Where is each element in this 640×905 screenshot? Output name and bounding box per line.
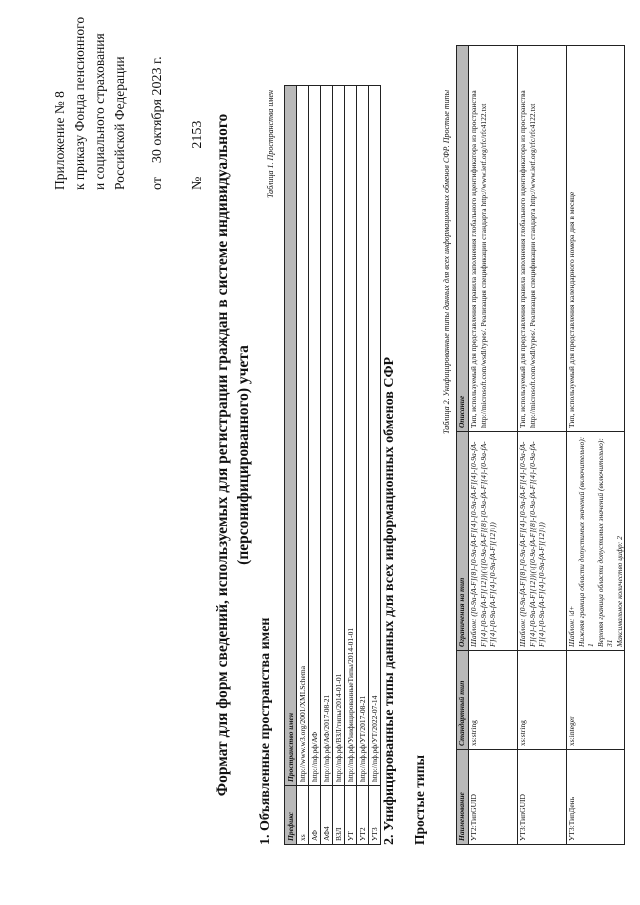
annex-title: Приложение № 8 <box>52 91 67 190</box>
base-type-cell: xs:integer <box>567 651 625 750</box>
annex-number-prefix: № <box>190 176 205 190</box>
annex-number-value: 2153 <box>190 120 205 149</box>
annex-date <box>148 0 168 190</box>
namespace-cell: http://пф.рф/АФ <box>309 86 321 786</box>
table-row <box>357 86 369 845</box>
table-header-row <box>457 46 469 845</box>
restriction-cell: Шаблон: ([0-9a-fA-F]{8}-[0-9a-fA-F]{4}-[0-9a-fA-F]{4}-[0-9a-fA-F]{4}-[0-9a-fA-F]{12})|(\{[0-9a-fA-F]{8}-[0-9a-fA-F]{4}-[0-9a-fA-F]{4}-[0-9a-fA-F]{4}-[0-9a-fA-F]{12}\}) <box>518 432 567 651</box>
column-header-namespace: Пространство имен <box>285 86 297 786</box>
base-type-cell: xs:string <box>469 651 518 750</box>
table-row <box>469 46 518 845</box>
table-row <box>518 46 567 845</box>
prefix-cell: УТ2 <box>357 786 369 845</box>
simple-types-table <box>456 45 625 845</box>
description-cell: Тип, используемый для представления правила заполнения глобального идентификатора из пространства http://microsoft.com/wsdl/types/. Реализация спецификации стандарта http://www.ietf.org/rfc/rfc4122.txt <box>518 46 567 432</box>
restriction-cell: Шаблон: ([0-9a-fA-F]{8}-[0-9a-fA-F]{4}-[0-9a-fA-F]{4}-[0-9a-fA-F]{4}-[0-9a-fA-F]{12})|(\{[0-9a-fA-F]{8}-[0-9a-fA-F]{4}-[0-9a-fA-F]{4}-[0-9a-fA-F]{4}-[0-9a-fA-F]{12}\}) <box>469 432 518 651</box>
annex-order-line: к приказу Фонда пенсионного <box>72 16 87 190</box>
prefix-cell: АФ4 <box>321 786 333 845</box>
table-1-caption: Таблица 1. Пространства имен <box>266 90 275 199</box>
namespace-cell: http://www.w3.org/2001/XMLSchema <box>297 86 309 786</box>
table-header-row <box>285 86 297 845</box>
restriction-cell <box>567 432 625 651</box>
annex-date-value: 30 октября 2023 г. <box>150 56 165 164</box>
title-line-1: Формат для форм сведений, используемых для регистрации граждан в системе индивидуального <box>214 113 231 797</box>
namespace-cell: http://пф.рф/УТ/2017-08-21 <box>357 86 369 786</box>
table-row <box>345 86 357 845</box>
annex-country-line: Российской Федерации <box>112 56 127 190</box>
base-type-cell: xs:string <box>518 651 567 750</box>
restriction-max: Верхняя граница области допустимых значений (включительно): 31 <box>595 438 614 647</box>
restriction-pattern: Шаблон: \d+ <box>567 605 576 647</box>
namespace-cell: http://пф.рф/УнифицированныеТипы/2014-01-01 <box>345 86 357 786</box>
table-row <box>369 86 381 845</box>
simple-types-heading: Простые типы <box>412 754 427 845</box>
description-cell: Тип, используемый для представления календарного номера дня в месяце <box>567 46 625 432</box>
namespaces-table <box>284 85 381 845</box>
type-name-cell: УТ3:ТипДень <box>567 750 625 845</box>
table-row <box>321 86 333 845</box>
column-header-restriction: Ограничения на тип <box>457 432 469 651</box>
restriction-min: Нижняя граница области допустимых значений (включительно): 1 <box>576 436 595 647</box>
annex-date-prefix: от <box>150 177 165 190</box>
prefix-cell: xs <box>297 786 309 845</box>
column-header-description: Описание <box>457 46 469 432</box>
annex-block <box>50 0 208 190</box>
prefix-cell: АФ <box>309 786 321 845</box>
prefix-cell: УТ <box>345 786 357 845</box>
table-2-caption: Таблица 2. Унифицированные типы данных для всех информационных обменов СФР. Простые типы <box>442 90 451 434</box>
column-header-base-type: Стандартный тип <box>457 651 469 750</box>
document-title <box>212 105 254 805</box>
annex-number <box>188 0 208 190</box>
namespace-cell: http://пф.рф/УТ/2022-07-14 <box>369 86 381 786</box>
prefix-cell: ВЗЛ <box>333 786 345 845</box>
namespace-cell: http://пф.рф/АФ/2017-08-21 <box>321 86 333 786</box>
type-name-cell: УТ3:ТипGUID <box>518 750 567 845</box>
section-1-heading: 1. Объявленные пространства имен <box>258 617 273 845</box>
annex-fund-line: и социального страхования <box>92 33 107 190</box>
prefix-cell: УТ3 <box>369 786 381 845</box>
table-row <box>297 86 309 845</box>
table-row <box>567 46 625 845</box>
table-row <box>333 86 345 845</box>
type-name-cell: УТ2:ТипGUID <box>469 750 518 845</box>
column-header-prefix: Префикс <box>285 786 297 845</box>
restriction-digits: Максимальное количество цифр: 2 <box>614 536 624 647</box>
namespace-cell: http://пф.рф/ВЗЛ/типы/2014-01-01 <box>333 86 345 786</box>
table-row <box>309 86 321 845</box>
column-header-name: Наименование <box>457 750 469 845</box>
description-cell: Тип, используемый для представления правила заполнения глобального идентификатора из пространства http://microsoft.com/wsdl/types/. Реализация спецификации стандарта http://www.ietf.org/rfc/rfc4122.txt <box>469 46 518 432</box>
title-line-2: (персонифицированного) учета <box>235 345 252 565</box>
section-2-heading: 2. Унифицированные типы данных для всех информационных обменов СФР <box>382 356 397 845</box>
